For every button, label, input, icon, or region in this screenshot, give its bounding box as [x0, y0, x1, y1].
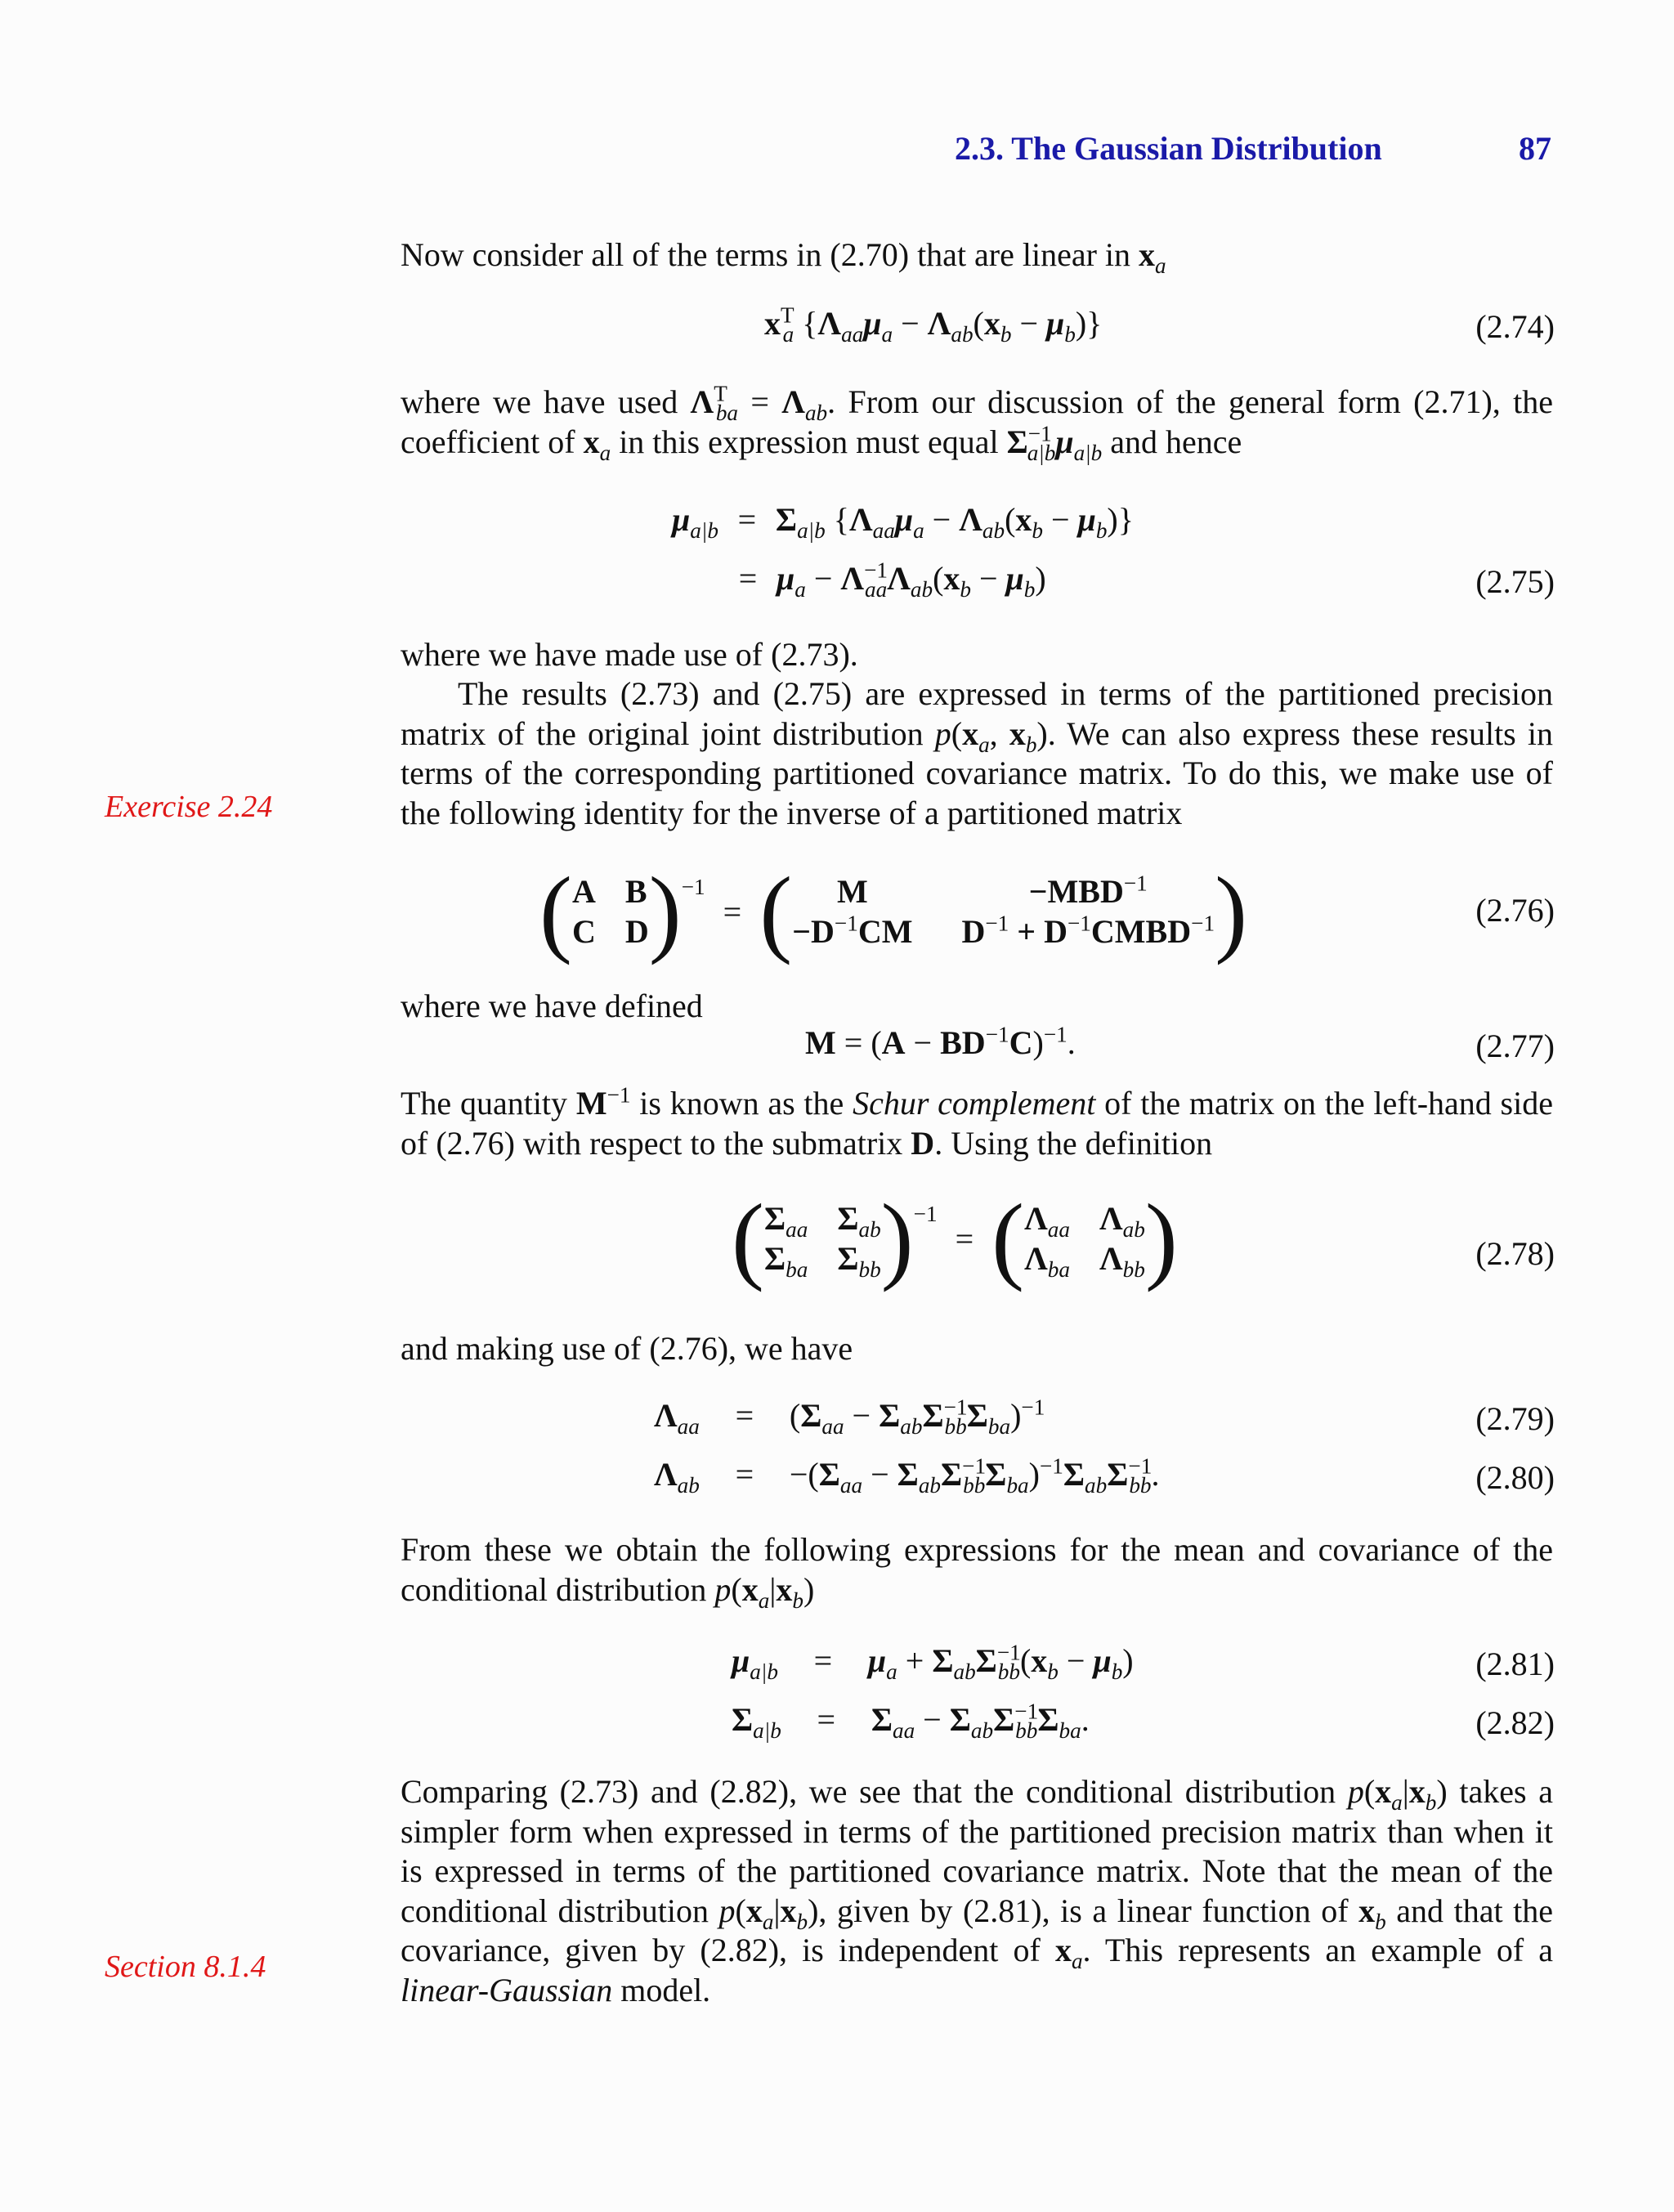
equation-number: (2.80) — [1475, 1459, 1555, 1496]
equation-number: (2.75) — [1475, 563, 1555, 600]
equation-2-80: $\Lambda_{ab} = -(\Sigma_{aa} - \Sigma_{ab}\Sigma^{-1}_{bb}\Sigma_{ba})^{-1}\Sigma_{ab}\Sigma^{-1}_{bb}$. — [654, 1453, 1160, 1498]
margin-note-section[interactable]: Section 8.1.4 — [105, 1950, 266, 1984]
page-number: 87 — [1519, 130, 1551, 167]
equation-2-81: $\mu_{a|b} = \mu_a + \Sigma_{ab}\Sigma^{-1}_{bb}(x_b - \mu_b)$ — [732, 1640, 1134, 1684]
equation-number: (2.76) — [1475, 892, 1555, 929]
margin-note-exercise[interactable]: Exercise 2.24 — [105, 790, 273, 824]
paragraph-7: and making use of (2.76), we have — [401, 1330, 853, 1367]
paragraph-2: where we have used $\Lambda^T_{ba} = \Lambda_{ab}$. From our discussion of the general form (2.71), the coefficient of $x_a$ in this expression must equal $\Sigma^{-1}_{a|b}\mu_{a|b}$ and hence — [401, 381, 1554, 465]
paragraph-9: Comparing (2.73) and (2.82), we see that the conditional distribution $p(x_a|x_b)$ takes a simpler form when expressed in terms of the partitioned precision matrix than when it is expressed in terms of the partitioned covariance matrix. Note that the mean of the conditional distribution $p(x_a|x_b)$, given by (2.81), is a linear function of $x_b$ and that the covariance, given by (2.82), is independent of $x_a$. This represents an example of a linear-Gaussian model. — [401, 1773, 1554, 2008]
paragraph-8: From these we obtain the following expressions for the mean and covariance of the conditional distribution $p(x_a|x_b)$ — [401, 1531, 1553, 1613]
equation-number: (2.74) — [1475, 308, 1555, 345]
paragraph-6: The quantity $M^{-1}$ is known as the Schur complement of the matrix on the left-hand side of (2.76) with respect to the submatrix D. Using the definition — [401, 1082, 1553, 1162]
equation-number: (2.81) — [1475, 1646, 1555, 1682]
paragraph-1: Now consider all of the terms in (2.70) that are linear in $x_a$ — [401, 236, 1166, 278]
equation-2-78: ( $\Sigma_{aa}$ $\Sigma_{ab}$ $\Sigma_{ba}$ $\Sigma_{bb}$ ) $^{-1}$ = ( $\Lambda_{aa}$ $\Lambda_{ab}$ $\Lambda_{ba}$ $\Lambda_{bb}$ ) — [732, 1184, 1178, 1292]
equation-2-82: $\Sigma_{a|b} = \Sigma_{aa} - \Sigma_{ab}\Sigma^{-1}_{bb}\Sigma_{ba}$. — [732, 1699, 1090, 1743]
equation-2-75-line1: $\mu_{a|b} = \Sigma_{a|b}$ $\{\Lambda_{aa}\mu_a - \Lambda_{ab}(x_b - \mu_b)\}$ — [672, 501, 1134, 543]
equation-2-75-line2: = $\mu_a - \Lambda^{-1}_{aa}\Lambda_{ab}(x_b - \mu_b)$ — [738, 557, 1046, 602]
equation-2-77: $M = (A - BD^{-1}C)^{-1}$. — [805, 1022, 1076, 1061]
running-header-title: 2.3. The Gaussian Distribution — [955, 130, 1382, 167]
paragraph-4: The results (2.73) and (2.75) are expressed in terms of the partitioned precision matrix of the original joint distribution $p(x_a$, $x_b$). We can also express these results in terms of the corresponding partitioned covariance matrix. To do this, we make use of the following identity for the inverse of a partitioned matrix — [401, 675, 1554, 831]
paragraph-5: where we have defined — [401, 987, 703, 1024]
equation-2-79: $\Lambda_{aa} = (\Sigma_{aa} - \Sigma_{ab}\Sigma^{-1}_{bb}\Sigma_{ba})^{-1}$ — [654, 1395, 1045, 1439]
paragraph-3: where we have made use of (2.73). — [401, 636, 858, 673]
equation-number: (2.79) — [1475, 1400, 1555, 1437]
equation-2-74: $x^T_a$ $\{\Lambda_{aa}\mu_a - \Lambda_{ab}(x_b - \mu_b)\}$ — [764, 302, 1103, 347]
equation-number: (2.77) — [1475, 1028, 1555, 1064]
equation-2-76: ( A B C D ) $^{-1}$ = ( M $-MBD^{-1}$ $-D^{-1}CM$ $D^{-1}$ + $D^{-1}CMBD^{-1}$ ) — [539, 857, 1248, 965]
equation-number: (2.78) — [1475, 1235, 1555, 1272]
equation-number: (2.82) — [1475, 1704, 1555, 1741]
